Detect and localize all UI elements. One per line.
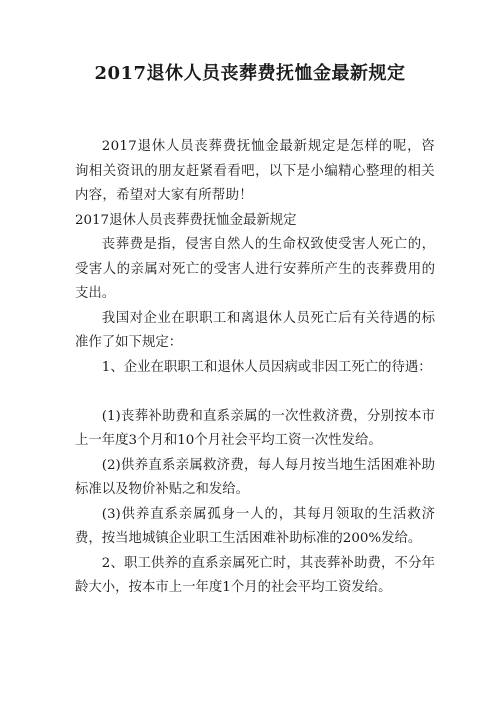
item-2-paragraph: 2、职工供养的直系亲属死亡时，其丧葬补助费，不分年龄大小，按本市上一年度1个月的社会平均工资发给。 xyxy=(75,555,435,595)
item-1-sub-3: (3)供养直系亲属孤身一人的，其每月领取的生活救济费，按当地城镇企业职工生活困难补助标准的200%发给。 xyxy=(75,506,435,546)
item-1-heading: 1、企业在职职工和退休人员因病或非因工死亡的待遇： xyxy=(101,359,432,375)
document-title: 2017退休人员丧葬费抚恤金最新规定 xyxy=(94,63,406,84)
intro-paragraph: 2017退休人员丧葬费抚恤金最新规定是怎样的呢，咨询相关资讯的朋友赶紧看看吧，以下是小编精心整理的相关内容，希望对大家有所帮助！ xyxy=(75,139,435,203)
regulation-intro-paragraph: 我国对企业在职职工和离退休人员死亡后有关待遇的标准作了如下规定： xyxy=(75,310,435,350)
item-1-sub-2: (2)供养直系亲属救济费，每人每月按当地生活困难补助标准以及物价补贴之和发给。 xyxy=(75,457,435,497)
section-heading: 2017退休人员丧葬费抚恤金最新规定 xyxy=(75,212,297,228)
item-1-sub-1: (1)丧葬补助费和直系亲属的一次性救济费，分别按本市上一年度3个月和10个月社会平均工资一次性发给。 xyxy=(75,408,435,448)
definition-paragraph: 丧葬费是指，侵害自然人的生命权致使受害人死亡的，受害人的亲属对死亡的受害人进行安葬所产生的丧葬费用的支出。 xyxy=(75,237,435,301)
document-body xyxy=(75,135,435,601)
